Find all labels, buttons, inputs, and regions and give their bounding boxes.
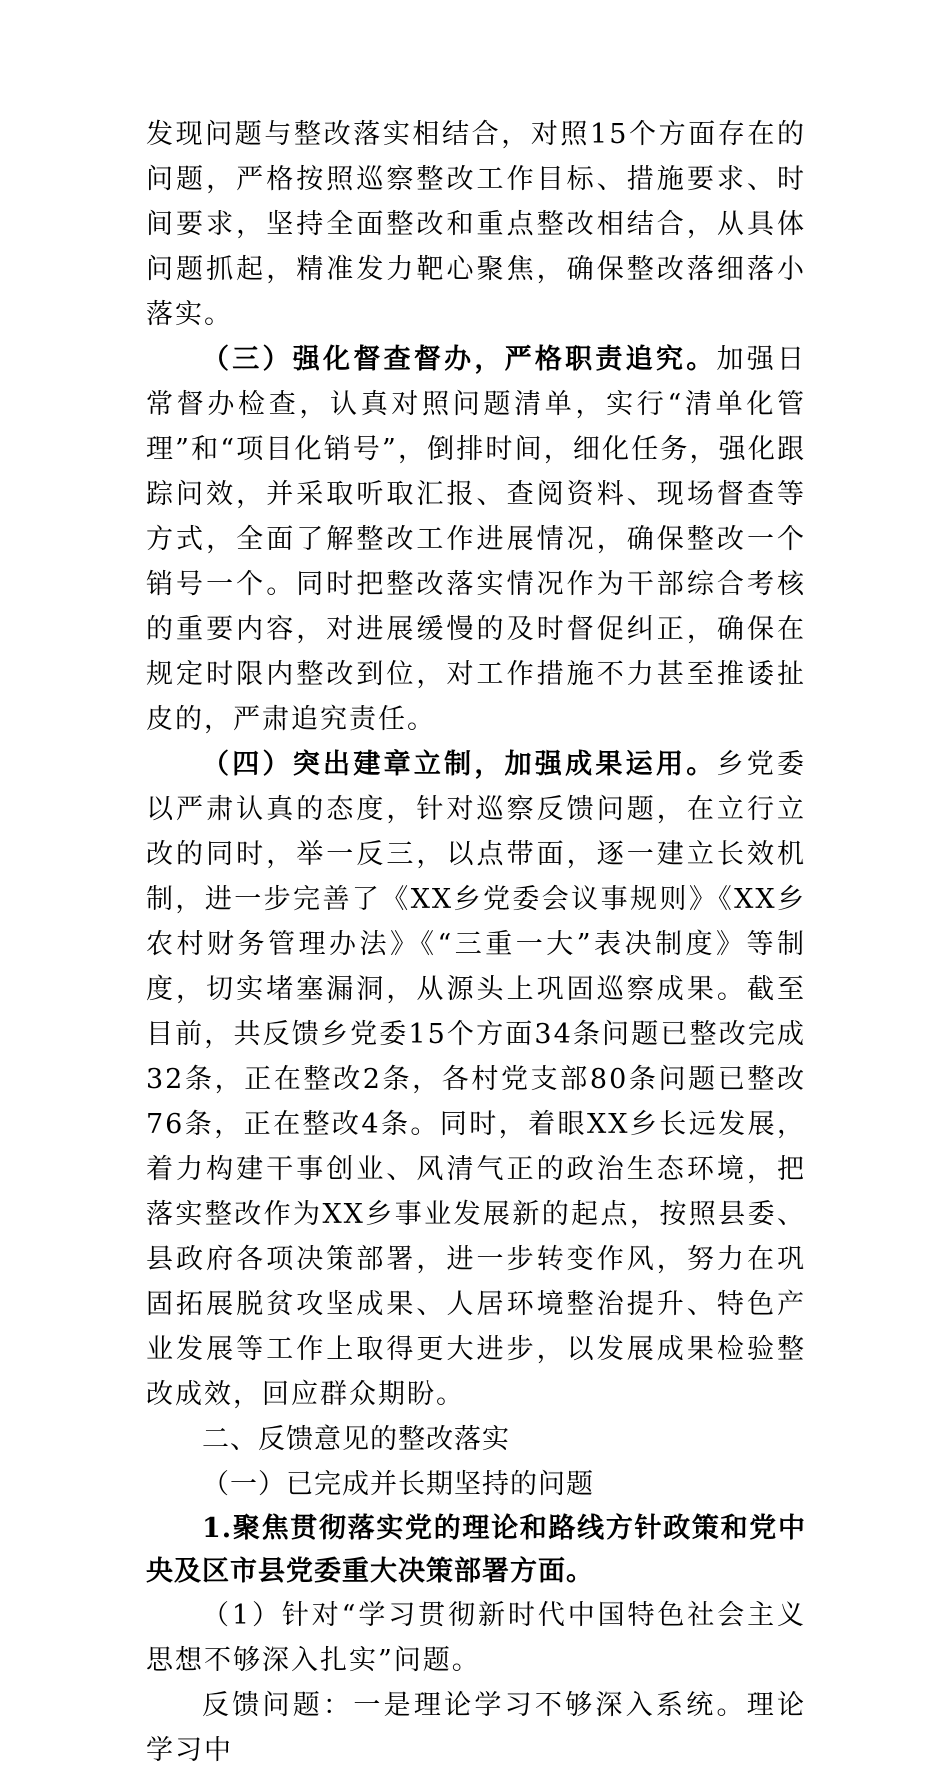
document-body <box>146 112 806 1773</box>
paragraph-institution-lead: （四）突出建章立制，加强成果运用。 <box>202 749 717 780</box>
feedback-paragraph: 反馈问题：一是理论学习不够深入系统。理论学习中 <box>146 1690 806 1766</box>
paragraph-institution-body: 乡党委以严肃认真的态度，针对巡察反馈问题，在立行立改的同时，举一反三，以点带面，逐一建立长效机制，进一步完善了《XX乡党委会议事规则》《XX乡农村财务管理办法》《“三重一大”表决制度》等制度，切实堵塞漏洞，从源头上巩固巡察成果。截至目前，共反馈乡党委15个方面34条问题已整改完成32条，正在整改2条，各村党支部80条问题已整改76条，正在整改4条。同时，着眼XX乡长远发展，着力构建干事创业、风清气正的政治生态环境，把落实整改作为XX乡事业发展新的起点，按照县委、县政府各项决策部署，进一步转变作风，努力在巩固拓展脱贫攻坚成果、人居环境整治提升、特色产业发展等工作上取得更大进步，以发展成果检验整改成效，回应群众期盼。 <box>146 749 807 1410</box>
sub-heading: （一）已完成并长期坚持的问题 <box>202 1469 594 1500</box>
paragraph-institution <box>146 742 806 1417</box>
section-heading: 二、反馈意见的整改落实 <box>202 1424 510 1455</box>
paragraph-supervision <box>146 337 806 742</box>
paragraph-supervision-body: 加强日常督办检查，认真对照问题清单，实行“清单化管理”和“项目化销号”，倒排时间，细化任务，强化跟踪问效，并采取听取汇报、查阅资料、现场督查等方式，全面了解整改工作进展情况，确保整改一个销号一个。同时把整改落实情况作为干部综合考核的重要内容，对进展缓慢的及时督促纠正，确保在规定时限内整改到位，对工作措施不力甚至推诿扯皮的，严肃追究责任。 <box>146 344 807 735</box>
item-subtitle: （1）针对“学习贯彻新时代中国特色社会主义思想不够深入扎实”问题。 <box>146 1600 806 1676</box>
paragraph-supervision-lead: （三）强化督查督办，严格职责追究。 <box>202 344 717 375</box>
paragraph-integration: 发现问题与整改落实相结合，对照15个方面存在的问题，严格按照巡察整改工作目标、措施要求、时间要求，坚持全面整改和重点整改相结合，从具体问题抓起，精准发力靶心聚焦，确保整改落细落小落实。 <box>146 119 806 330</box>
item-title: 1.聚焦贯彻落实党的理论和路线方针政策和党中央及区市县党委重大决策部署方面。 <box>146 1513 806 1587</box>
